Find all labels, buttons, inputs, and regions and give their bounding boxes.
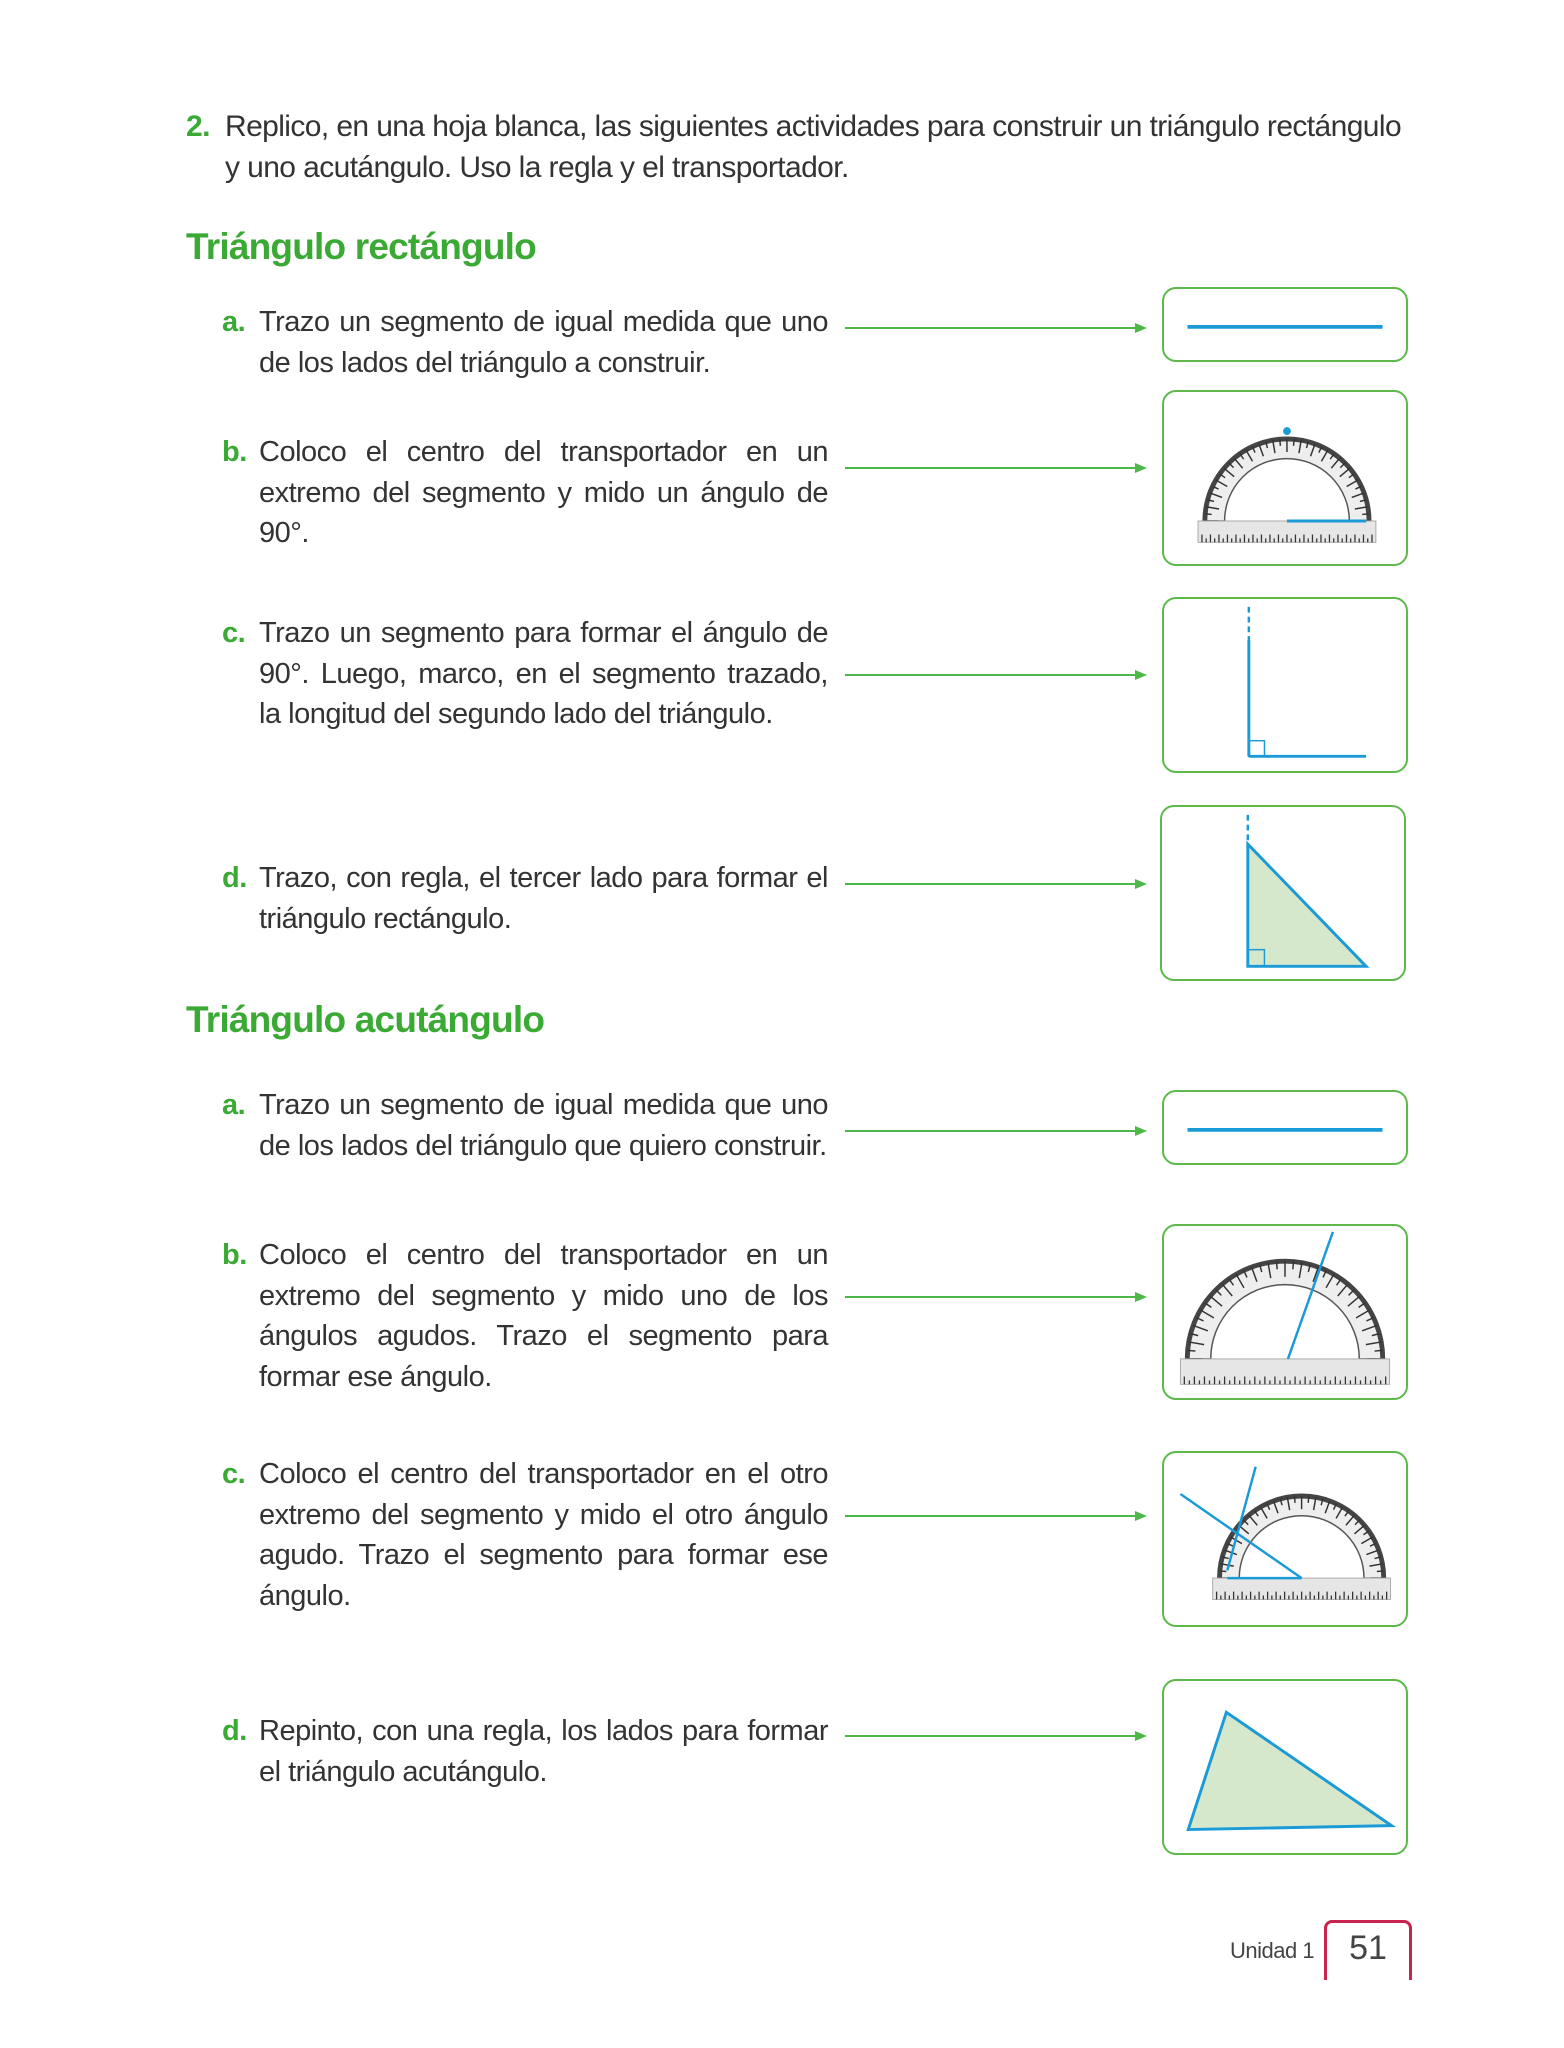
protractor-tick xyxy=(1294,1496,1295,1503)
protractor-icon xyxy=(1180,1261,1389,1384)
step-letter: b. xyxy=(222,1239,247,1271)
illustration-protractor-first-angle xyxy=(1162,1224,1408,1400)
arrow-icon xyxy=(845,1291,1147,1303)
step-right-c xyxy=(222,613,828,735)
illustration-protractor-90 xyxy=(1162,390,1408,566)
step-letter: d. xyxy=(222,1715,247,1747)
illustration-right-triangle xyxy=(1160,805,1406,981)
protractor-tick xyxy=(1377,1571,1384,1572)
protractor-tick xyxy=(1294,439,1295,446)
step-letter: a. xyxy=(222,306,246,338)
arrow-icon xyxy=(845,878,1147,890)
step-text: Trazo un segmento de igual medida que uno de los lados del triángulo a construir. xyxy=(259,306,828,379)
illustration-protractor-second-angle xyxy=(1162,1451,1408,1627)
step-letter: b. xyxy=(222,436,247,468)
protractor-icon xyxy=(1213,1496,1391,1599)
unit-label: Unidad 1 xyxy=(1230,1938,1315,1963)
arrow-icon xyxy=(845,1730,1147,1742)
arrow-icon xyxy=(845,669,1147,681)
step-acute-c xyxy=(222,1454,828,1617)
illustration-segment xyxy=(1162,1090,1408,1165)
right-angle-mark xyxy=(1249,741,1265,757)
section-title-acute-triangle: Triángulo acutángulo xyxy=(186,999,545,1040)
arrow-icon xyxy=(845,1125,1147,1137)
illustration-segment xyxy=(1162,287,1408,362)
step-text: Trazo, con regla, el tercer lado para formar el triángulo rectángulo. xyxy=(259,862,828,935)
protractor-tick xyxy=(1188,1350,1196,1351)
step-letter: d. xyxy=(222,862,247,894)
step-acute-d xyxy=(222,1711,828,1792)
protractor-tick xyxy=(1220,1571,1227,1572)
exercise-text: Replico, en una hoja blanca, las siguientes actividades para construir un triángulo rectángulo y uno acutángulo. Uso la regla y el transportador. xyxy=(225,110,1402,184)
right-triangle xyxy=(1248,844,1366,966)
step-text: Coloco el centro del transportador en el otro extremo del segmento y mido el otro ángulo agudo. Trazo el segmento para formar ese ángulo. xyxy=(259,1458,828,1613)
protractor-tick xyxy=(1276,1262,1277,1270)
step-text: Trazo un segmento de igual medida que uno de los lados del triángulo que quiero construir. xyxy=(259,1089,828,1162)
step-right-a xyxy=(222,302,828,383)
arrow-icon xyxy=(845,322,1147,334)
step-text: Coloco el centro del transportador en un extremo del segmento y mido uno de los ángulos agudos. Trazo el segmento para formar ese ángulo. xyxy=(259,1239,828,1394)
protractor-tick xyxy=(1308,1496,1309,1503)
step-letter: c. xyxy=(222,1458,246,1490)
exercise-number: 2. xyxy=(186,110,210,143)
protractor-tick xyxy=(1375,1350,1383,1351)
mark-90-point xyxy=(1283,427,1291,435)
illustration-acute-triangle xyxy=(1162,1679,1408,1855)
acute-triangle xyxy=(1188,1712,1391,1829)
step-text: Coloco el centro del transportador en un extremo del segmento y mido un ángulo de 90°. xyxy=(259,436,828,550)
illustration-right-angle xyxy=(1162,597,1408,773)
protractor-tick xyxy=(1293,1262,1294,1270)
step-letter: c. xyxy=(222,617,246,649)
step-acute-a xyxy=(222,1085,828,1166)
protractor-tick xyxy=(1362,514,1369,515)
page-number: 51 xyxy=(1324,1920,1412,1980)
step-right-b xyxy=(222,432,828,554)
step-text: Trazo un segmento para formar el ángulo de 90°. Luego, marco, en el segmento trazado, la longitud del segundo lado del triángulo. xyxy=(259,617,828,731)
step-right-d xyxy=(222,858,828,939)
protractor-icon xyxy=(1198,439,1376,542)
step-letter: a. xyxy=(222,1089,246,1121)
section-title-right-triangle: Triángulo rectángulo xyxy=(186,226,536,267)
step-text: Repinto, con una regla, los lados para formar el triángulo acutángulo. xyxy=(259,1715,828,1788)
protractor-tick xyxy=(1205,514,1212,515)
step-acute-b xyxy=(222,1235,828,1398)
exercise-instruction xyxy=(186,106,1416,188)
arrow-icon xyxy=(845,462,1147,474)
protractor-tick xyxy=(1280,439,1281,446)
arrow-icon xyxy=(845,1510,1147,1522)
